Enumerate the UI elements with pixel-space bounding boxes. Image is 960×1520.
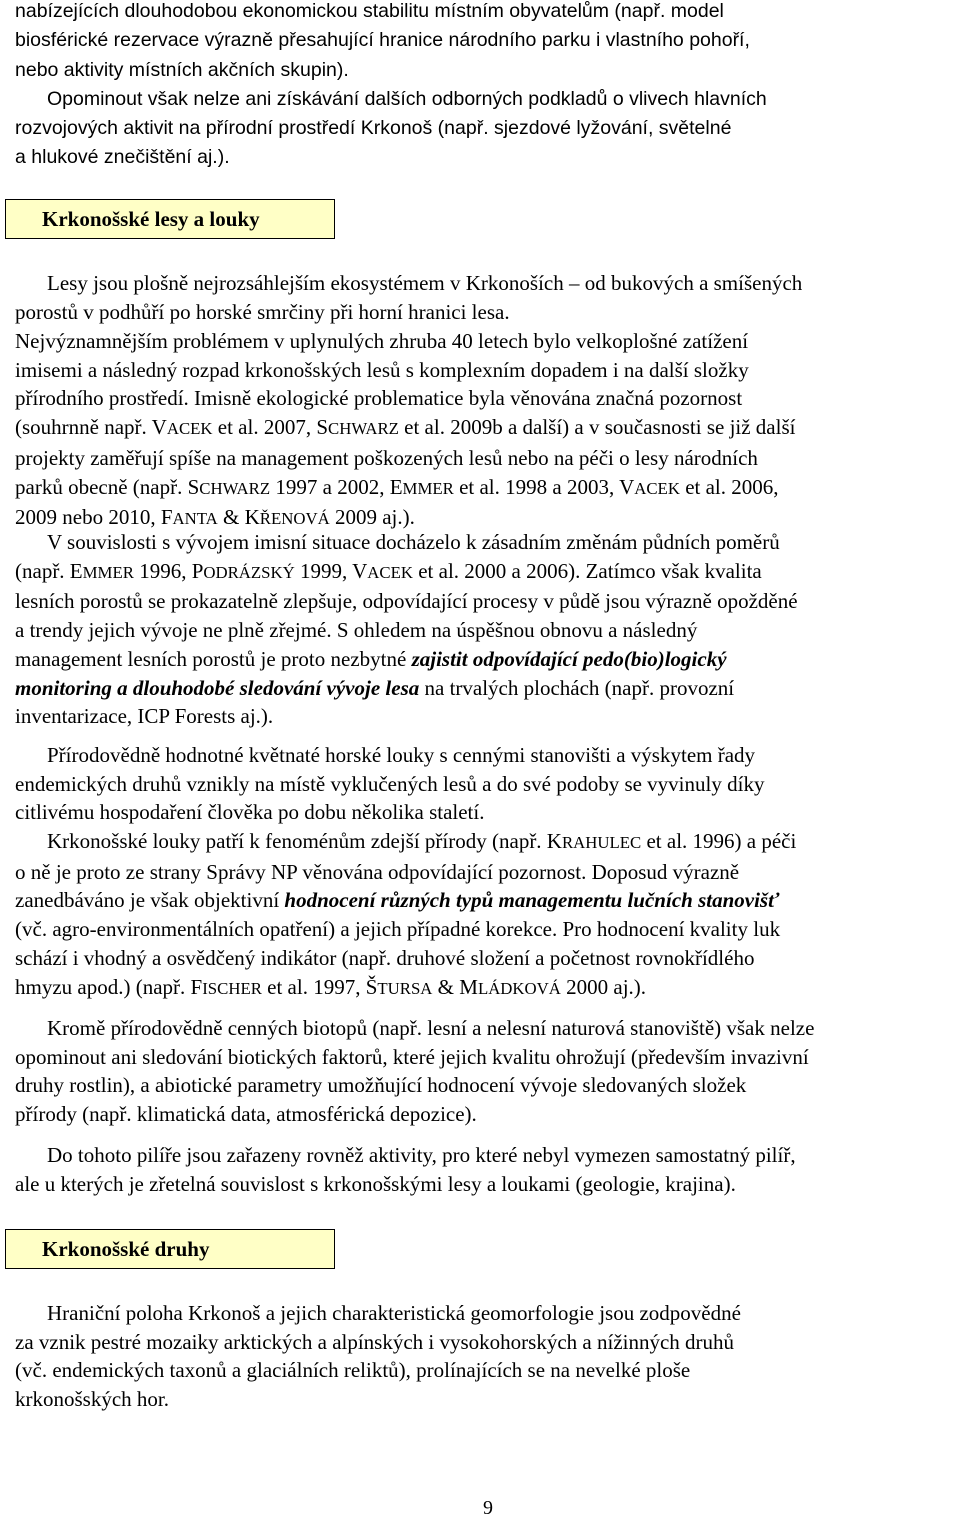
paragraph-forests-intro xyxy=(15,269,960,326)
text-line: rozvojových aktivit na přírodní prostředí Krkonoš (např. sjezdové lyžování, světelné xyxy=(15,117,732,140)
paragraph-soil-conditions xyxy=(15,528,960,731)
text-line: nebo aktivity místních akčních skupin). xyxy=(15,58,349,81)
text-line: monitoring a dlouhodobé sledování vývoje lesa na trvalých plochách (např. provozní xyxy=(15,675,735,700)
paragraph-forest-damage xyxy=(15,327,960,534)
text-line: krkonošských hor. xyxy=(15,1387,169,1412)
text-line: endemických druhů vznikly na místě vyklučených lesů a do své podoby se vyvinuly díky xyxy=(15,771,765,796)
text-line: management lesních porostů je proto nezbytné zajistit odpovídající pedo(bio)logický xyxy=(15,646,727,671)
emphasis-text: monitoring a dlouhodobé sledování vývoje lesa xyxy=(15,675,420,700)
text-line: (vč. agro-environmentálních opatření) a jejich případné korekce. Pro hodnocení kvality luk xyxy=(15,917,781,942)
text-line: lesních porostů se prokazatelně zlepšuje, odpovídající procesy v půdě jsou výrazně opožděné xyxy=(15,589,798,614)
text-line: Krkonošské louky patří k fenoménům zdejší přírody (např. KRAHULEC et al. 1996) a péči xyxy=(47,829,797,853)
intro-paragraph xyxy=(15,0,960,173)
text-line: imisemi a následný rozpad krkonošských lesů s komplexním dopadem i na další složky xyxy=(15,357,749,382)
text-line: citlivému hospodaření člověka po dobu několika staletí. xyxy=(15,800,485,825)
text-line: Přírodovědně hodnotné květnaté horské louky s cennými stanovišti a výskytem řady xyxy=(47,743,756,767)
text-line: přírodního prostředí. Imisně ekologické problematice byla věnována značná pozornost xyxy=(15,386,743,411)
text-line: za vznik pestré mozaiky arktických a alpínských i vysokohorských a nížinných druhů xyxy=(15,1329,735,1354)
text-line: V souvislosti s vývojem imisní situace docházelo k zásadním změnám půdních poměrů xyxy=(47,530,780,554)
text-line: Do tohoto pilíře jsou zařazeny rovněž aktivity, pro které nebyl vymezen samostatný pilíř, xyxy=(47,1143,796,1167)
text-line: a trendy jejich vývoje ne plně zřejmé. S ohledem na úspěšnou obnovu a následný xyxy=(15,618,698,643)
section-heading-text: Krkonošské druhy xyxy=(42,1237,210,1261)
text-line: a hlukové znečištění aj.). xyxy=(15,146,230,169)
text-line: parků obecně (např. SCHWARZ 1997 a 2002, EMMER et al. 1998 a 2003, VACEK et al. 2006, xyxy=(15,474,779,499)
paragraph-species xyxy=(15,1299,960,1414)
paragraph-meadows xyxy=(15,741,960,827)
text-line: hmyzu apod.) (např. FISCHER et al. 1997, ŠTURSA & MLÁDKOVÁ 2000 aj.). xyxy=(15,974,647,999)
text-line: Nejvýznamnějším problémem v uplynulých zhruba 40 letech bylo velkoplošné zatížení xyxy=(15,329,749,353)
text-line: biosférické rezervace výrazně přesahující hranice národního parku i vlastního pohoří, xyxy=(15,29,750,52)
paragraph-meadow-management xyxy=(15,827,960,1003)
section-heading-species xyxy=(5,1229,335,1269)
text-line: Lesy jsou plošně nejrozsáhlejším ekosystémem v Krkonoších – od bukových a smíšených xyxy=(47,271,803,295)
text-line: (souhrnně např. VACEK et al. 2007, SCHWARZ et al. 2009b a další) a v současnosti se již další xyxy=(15,415,796,440)
text-line: Opominout však nelze ani získávání dalších odborných podkladů o vlivech hlavních xyxy=(47,87,767,110)
text-line: opominout ani sledování biotických faktorů, které jejich kvalitu ohrožují (především invazivní xyxy=(15,1044,809,1069)
text-line: porostů v podhůří po horské smrčiny při horní hranici lesa. xyxy=(15,299,510,324)
text-line: Hraniční poloha Krkonoš a jejich charakteristická geomorfologie jsou zodpovědné xyxy=(47,1301,741,1325)
emphasis-text: zajistit odpovídající pedo(bio)logický xyxy=(411,646,727,671)
page-number: 9 xyxy=(483,1497,493,1519)
section-heading-forests-meadows xyxy=(5,199,335,239)
text-line: (vč. endemických taxonů a glaciálních reliktů), prolínajících se na nevelké ploše xyxy=(15,1358,691,1383)
emphasis-text: hodnocení různých typů managementu lučních stanovišť xyxy=(284,888,780,913)
text-line: inventarizace, ICP Forests aj.). xyxy=(15,704,274,729)
paragraph-pillar-activities xyxy=(15,1141,960,1198)
text-line: zanedbáváno je však objektivní hodnocení různých typů managementu lučních stanovišť xyxy=(15,888,780,913)
text-line: schází i vhodný a osvědčený indikátor (např. druhové složení a početnost rovnokřídlého xyxy=(15,945,755,970)
text-line: ale u kterých je zřetelná souvislost s krkonošskými lesy a loukami (geologie, krajina). xyxy=(15,1171,736,1196)
section-heading-text: Krkonošské lesy a louky xyxy=(42,207,260,231)
text-line: druhy rostlin), a abiotické parametry umožňující hodnocení vývoje sledovaných složek xyxy=(15,1073,747,1098)
text-line: o ně je proto ze strany Správy NP věnována odpovídající pozornost. Doposud výrazně xyxy=(15,859,740,884)
text-line: přírody (např. klimatická data, atmosférická depozice). xyxy=(15,1102,477,1127)
text-line: nabízejících dlouhodobou ekonomickou stabilitu místním obyvatelům (např. model xyxy=(15,0,724,22)
text-line: Kromě přírodovědně cenných biotopů (např. lesní a nelesní naturová stanoviště) však nelze xyxy=(47,1016,815,1040)
text-line: 2009 nebo 2010, FANTA & KŘENOVÁ 2009 aj.). xyxy=(15,505,415,530)
text-line: (např. EMMER 1996, PODRÁZSKÝ 1999, VACEK et al. 2000 a 2006). Zatímco však kvalita xyxy=(15,558,762,583)
text-line: projekty zaměřují spíše na management poškozených lesů nebo na péči o lesy národních xyxy=(15,445,758,470)
paragraph-biotopes xyxy=(15,1014,960,1129)
